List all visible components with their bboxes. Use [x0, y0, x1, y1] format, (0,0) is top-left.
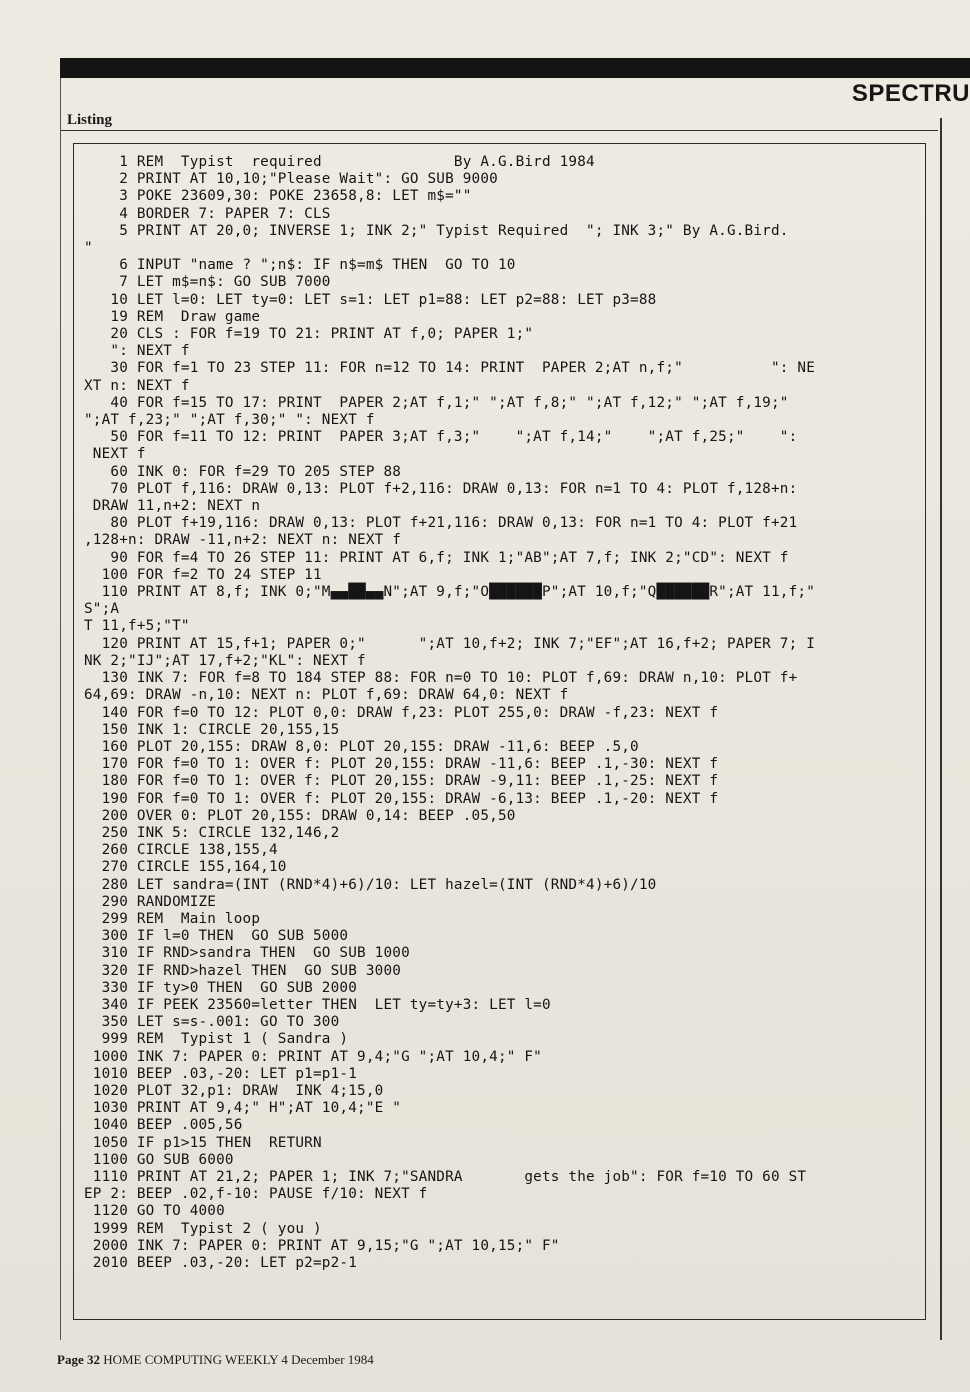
page-number: Page 32 — [57, 1352, 100, 1367]
basic-program-listing: 1 REM Typist required By A.G.Bird 1984 2 PRINT AT 10,10;"Please Wait": GO SUB 9000 3 POKE 23609,30: POKE 23658,8: LET m$="" 4 BORDER 7: PAPER 7: CLS 5 PRINT AT 20,0; INVERSE 1; INK 2;" Typist Required "; INK 3;" By A.G.Bird. " 6 INPUT "name ? ";n$: IF n$=m$ THEN GO TO 10 7 LET m$=n$: GO SUB 7000 10 LET l=0: LET ty=0: LET s=1: LET p1=88: LET p2=88: LET p3=88 19 REM Draw game 20 CLS : FOR f=19 TO 21: PRINT AT f,0; PAPER 1;" ": NEXT f 30 FOR f=1 TO 23 STEP 11: FOR n=12 TO 14: PRINT PAPER 2;AT n,f;" ": NE XT n: NEXT f 40 FOR f=15 TO 17: PRINT PAPER 2;AT f,1;" ";AT f,8;" ";AT f,12;" ";AT f,19;" ";AT f,23;" ";AT f,30;" ": NEXT f 50 FOR f=11 TO 12: PRINT PAPER 3;AT f,3;" ";AT f,14;" ";AT f,25;" ": NEXT f 60 INK 0: FOR f=29 TO 205 STEP 88 70 PLOT f,116: DRAW 0,13: PLOT f+2,116: DRAW 0,13: FOR n=1 TO 4: PLOT f,128+n: DRAW 11,n+2: NEXT n 80 PLOT f+19,116: DRAW 0,13: PLOT f+21,116: DRAW 0,13: FOR n=1 TO 4: PLOT f+21 ,128+n: DRAW -11,n+2: NEXT n: NEXT f 90 FOR f=4 TO 26 STEP 11: PRINT AT 6,f; INK 1;"AB";AT 7,f; INK 2;"CD": NEXT f 100 FOR f=2 TO 24 STEP 11 110 PRINT AT 8,f; INK 0;"M▄▄██▄▄N";AT 9,f;"O██████P";AT 10,f;"Q██████R";AT 11,f;" S";A T 11,f+5;"T" 120 PRINT AT 15,f+1; PAPER 0;" ";AT 10,f+2; INK 7;"EF";AT 16,f+2; PAPER 7; I NK 2;"IJ";AT 17,f+2;"KL": NEXT f 130 INK 7: FOR f=8 TO 184 STEP 88: FOR n=0 TO 10: PLOT f,69: DRAW n,10: PLOT f+ 64,69: DRAW -n,10: NEXT n: PLOT f,69: DRAW 64,0: NEXT f 140 FOR f=0 TO 12: PLOT 0,0: DRAW f,23: PLOT 255,0: DRAW -f,23: NEXT f 150 INK 1: CIRCLE 20,155,15 160 PLOT 20,155: DRAW 8,0: PLOT 20,155: DRAW -11,6: BEEP .5,0 170 FOR f=0 TO 1: OVER f: PLOT 20,155: DRAW -11,6: BEEP .1,-30: NEXT f 180 FOR f=0 TO 1: OVER f: PLOT 20,155: DRAW -9,11: BEEP .1,-25: NEXT f 190 FOR f=0 TO 1: OVER f: PLOT 20,155: DRAW -6,13: BEEP .1,-20: NEXT f 200 OVER 0: PLOT 20,155: DRAW 0,14: BEEP .05,50 250 INK 5: CIRCLE 132,146,2 260 CIRCLE 138,155,4 270 CIRCLE 155,164,10 280 LET sandra=(INT (RND*4)+6)/10: LET hazel=(INT (RND*4)+6)/10 290 RANDOMIZE 299 REM Main loop 300 IF l=0 THEN GO SUB 5000 310 IF RND>sandra THEN GO SUB 1000 320 IF RND>hazel THEN GO SUB 3000 330 IF ty>0 THEN GO SUB 2000 340 IF PEEK 23560=letter THEN LET ty=ty+3: LET l=0 350 LET s=s-.001: GO TO 300 999 REM Typist 1 ( Sandra ) 1000 INK 7: PAPER 0: PRINT AT 9,4;"G ";AT 10,4;" F" 1010 BEEP .03,-20: LET p1=p1-1 1020 PLOT 32,p1: DRAW INK 4;15,0 1030 PRINT AT 9,4;" H";AT 10,4;"E " 1040 BEEP .005,56 1050 IF p1>15 THEN RETURN 1100 GO SUB 6000 1110 PRINT AT 21,2; PAPER 1; INK 7;"SANDRA gets the job": FOR f=10 TO 60 ST EP 2: BEEP .02,f-10: PAUSE f/10: NEXT f 1120 GO TO 4000 1999 REM Typist 2 ( you ) 2000 INK 7: PAPER 0: PRINT AT 9,15;"G ";AT 10,15;" F" 2010 BEEP .03,-20: LET p2=p2-1 — [84, 154, 816, 1271]
page-footer — [57, 1352, 374, 1368]
left-column-rule — [60, 78, 61, 1340]
header-rule — [60, 130, 938, 131]
listing-label: Listing — [67, 112, 113, 128]
right-column-rule — [940, 118, 942, 1340]
program-listing-box — [73, 143, 926, 1320]
section-title: SPECTRU — [851, 80, 970, 107]
header-bar — [60, 58, 970, 78]
publication-info: HOME COMPUTING WEEKLY 4 December 1984 — [99, 1352, 374, 1367]
